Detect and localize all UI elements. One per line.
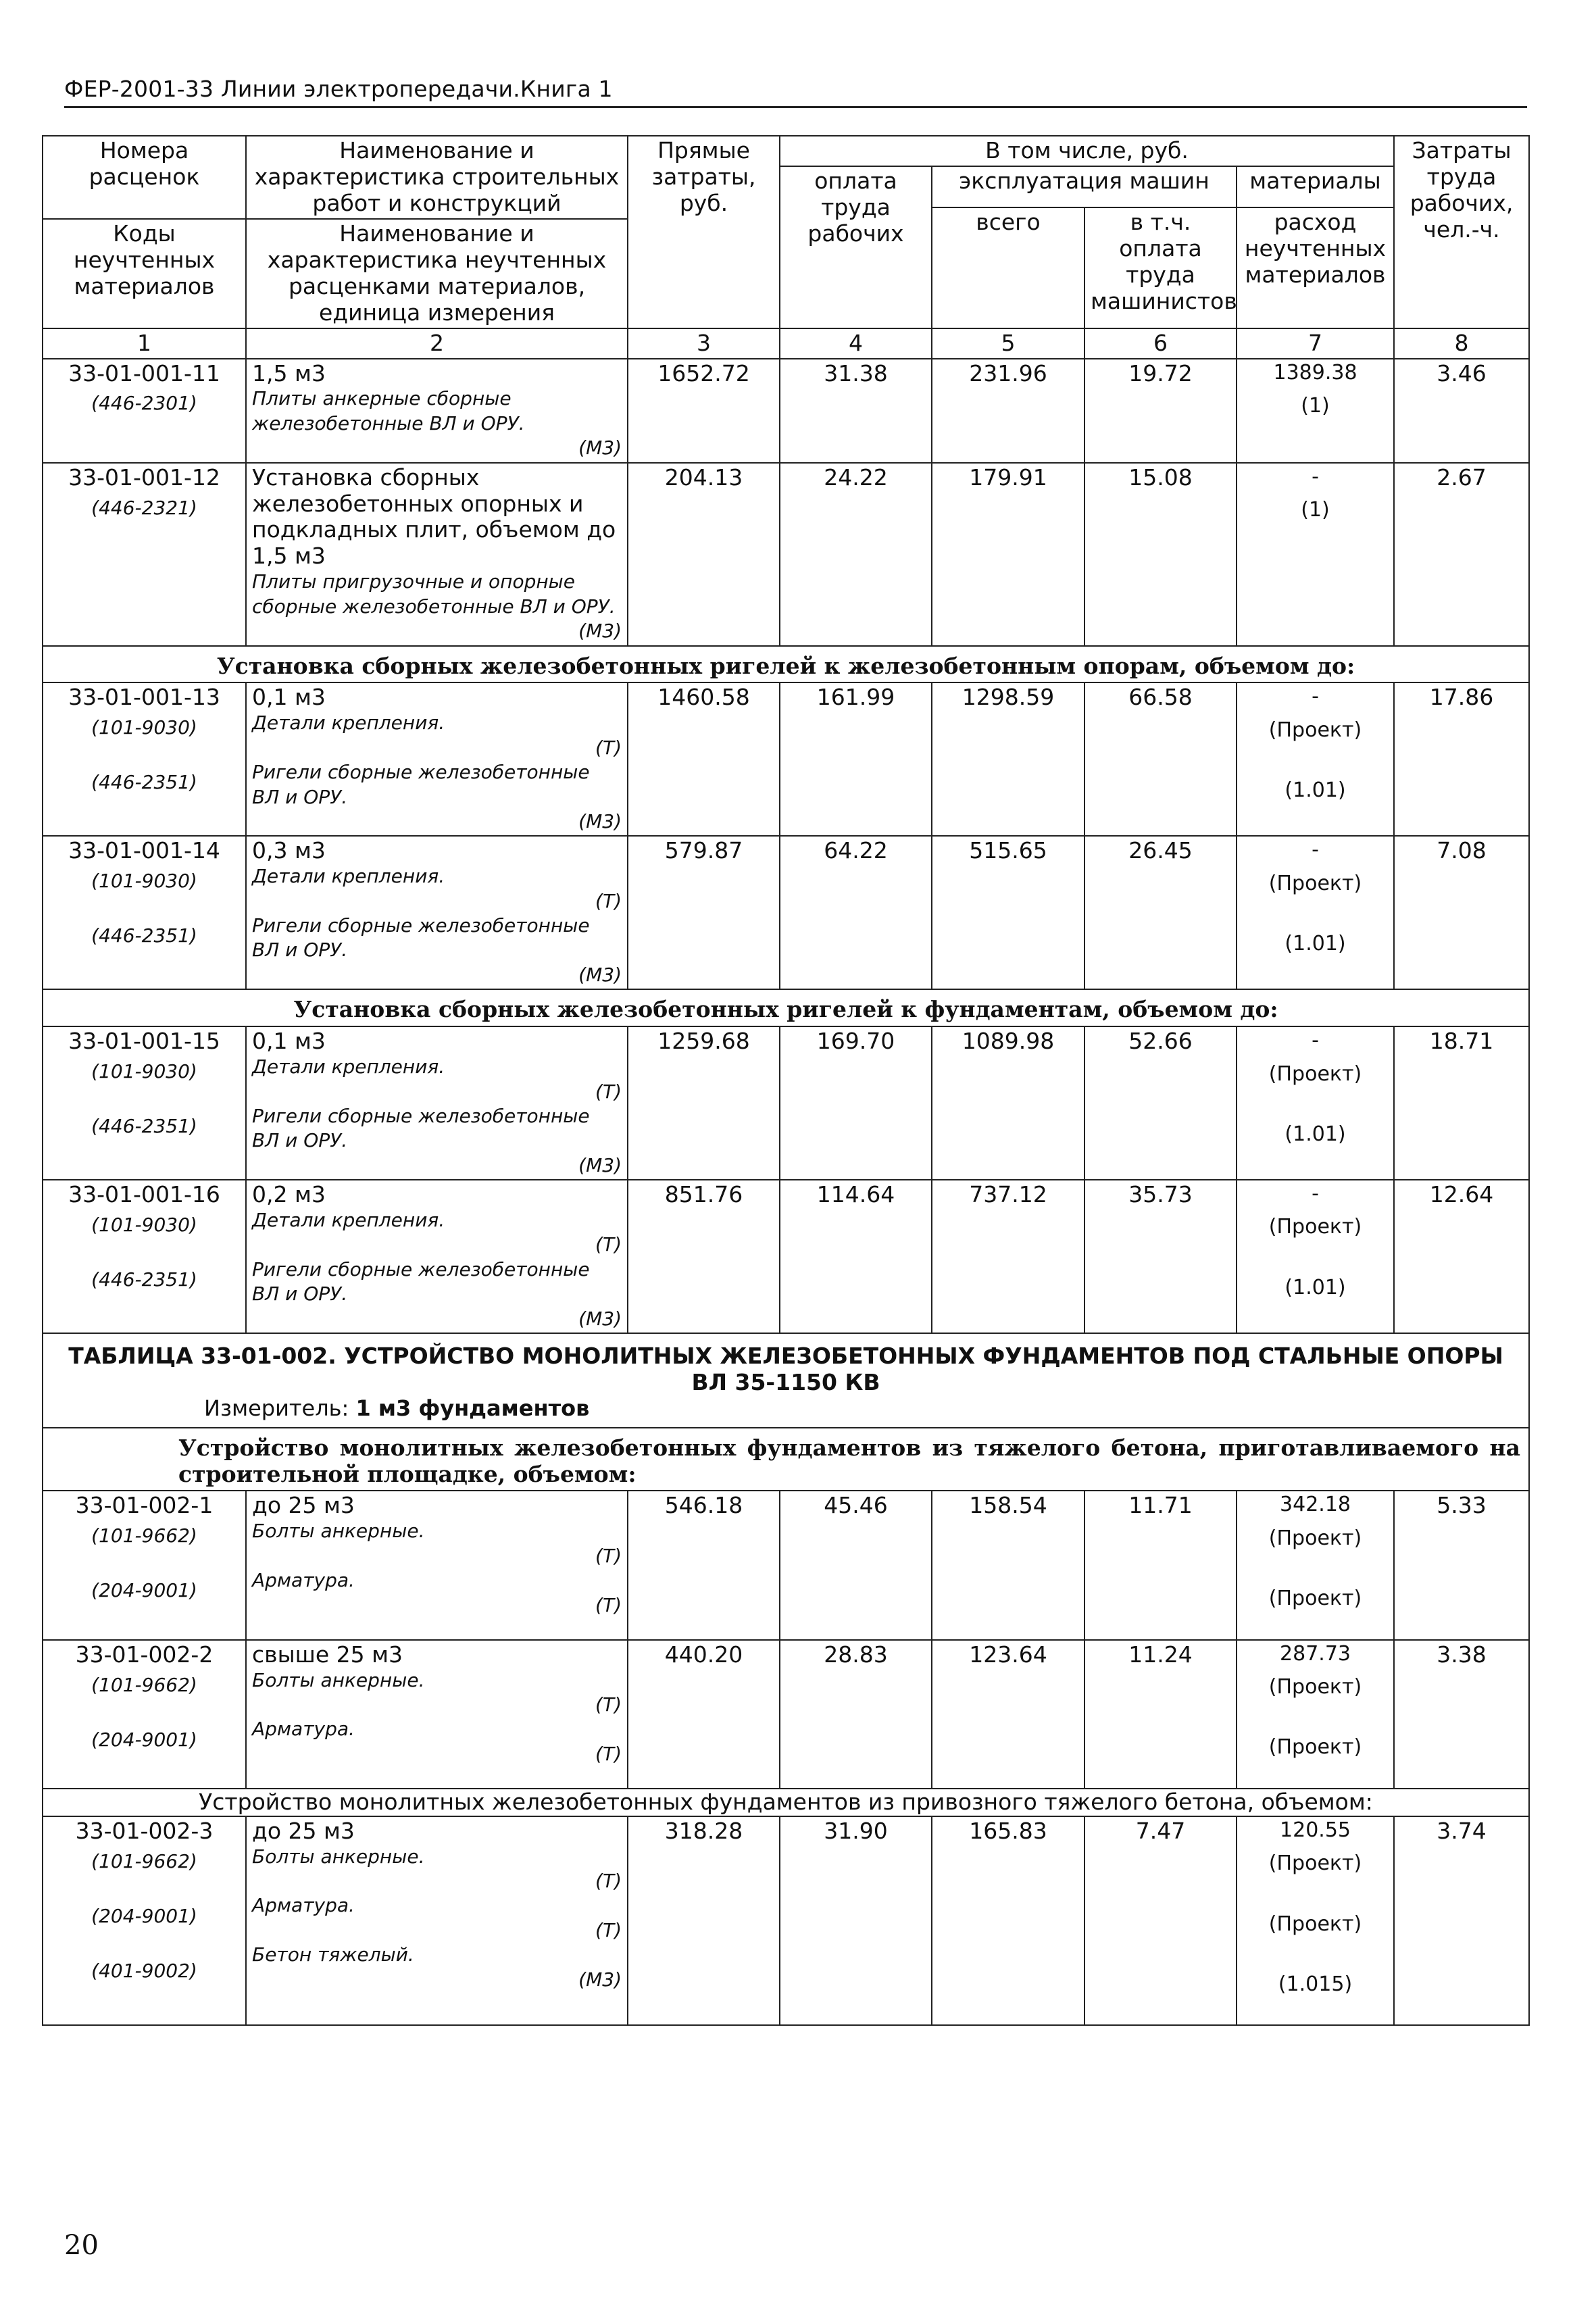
section-c [43, 989, 1529, 1026]
work-name: 0,1 м3 [252, 1028, 326, 1055]
name-cell [246, 1180, 628, 1333]
page-number: 20 [64, 2230, 99, 2261]
header-labor-hours: Затраты труда рабочих, чел.-ч. [1394, 136, 1529, 328]
rate-row [43, 1180, 1529, 1333]
material-code: (101-9030) [91, 716, 197, 739]
machine-cost: 165.83 [932, 1816, 1084, 2026]
material-qty: (Проект) [1268, 718, 1362, 742]
material-name: Болты анкерные. [252, 1520, 425, 1543]
material-name: Арматура. [252, 1569, 355, 1592]
labor-hours: 3.46 [1394, 359, 1529, 463]
material-code: (101-9030) [91, 1214, 197, 1237]
material-unit: (Т) [595, 1693, 622, 1716]
worker-pay: 31.90 [780, 1816, 932, 2026]
material-qty: (Проект) [1268, 1215, 1362, 1239]
header-machine-total: всего [932, 207, 1084, 328]
material-qty: (Проект) [1268, 1851, 1362, 1876]
rate-code: 33-01-001-11 [68, 359, 220, 387]
material-code: (446-2351) [91, 924, 197, 947]
work-name: свыше 25 м3 [252, 1641, 403, 1668]
rate-code: 33-01-002-3 [75, 1817, 214, 1844]
machine-cost: 737.12 [932, 1180, 1084, 1333]
material-name: Плиты анкерные сборные железобетонные ВЛ и ОРУ. [252, 387, 525, 434]
section-e [43, 1789, 1529, 1816]
codes-cell [43, 1026, 246, 1180]
material-name: Детали крепления. [252, 865, 445, 888]
worker-pay: 64.22 [780, 836, 932, 989]
header-machinist-pay: в т.ч. оплата труда машинистов [1084, 207, 1237, 328]
worker-pay: 28.83 [780, 1640, 932, 1789]
material-name: Детали крепления. [252, 712, 445, 735]
rate-row [43, 1816, 1529, 2026]
rate-row [43, 463, 1529, 646]
rate-row [43, 836, 1529, 989]
materials-cost: - [1312, 1028, 1319, 1053]
header-rate-numbers: Номера расценок [43, 136, 246, 219]
material-code: (101-9662) [91, 1849, 197, 1872]
measure-value: 1 м3 фундаментов [355, 1395, 590, 1421]
direct-cost: 318.28 [628, 1816, 780, 2026]
material-qty: (Проект) [1268, 1062, 1362, 1086]
work-name: 0,3 м3 [252, 837, 326, 864]
materials-cost: 342.18 [1280, 1493, 1351, 1517]
direct-cost: 851.76 [628, 1180, 780, 1333]
material-unit: (М3) [578, 620, 622, 643]
material-unit: (М3) [578, 1153, 622, 1176]
machine-cost: 179.91 [932, 463, 1084, 646]
machine-cost: 1089.98 [932, 1026, 1084, 1180]
materials-cell [1237, 359, 1394, 463]
section-heading: Устройство монолитных железобетонных фундаментов из привозного тяжелого бетона, объемом: [43, 1789, 1529, 1816]
column-number: 6 [1084, 328, 1237, 359]
material-code: (101-9662) [91, 1524, 197, 1547]
machine-cost: 515.65 [932, 836, 1084, 989]
machine-cost: 231.96 [932, 359, 1084, 463]
material-name: Ригели сборные железобетонные ВЛ и ОРУ. [252, 761, 590, 808]
worker-pay: 31.38 [780, 359, 932, 463]
machinist-pay: 11.71 [1084, 1491, 1237, 1639]
rate-row [43, 1491, 1529, 1639]
header-material-usage: расход неучтенных материалов [1237, 207, 1394, 328]
column-number: 4 [780, 328, 932, 359]
labor-hours: 7.08 [1394, 836, 1529, 989]
materials-cell [1237, 1026, 1394, 1180]
header-worker-pay: оплата труда рабочих [780, 166, 932, 328]
codes-cell [43, 463, 246, 646]
header-machine-group: эксплуатация машин [932, 166, 1237, 207]
rate-table-container [42, 135, 1528, 2026]
labor-hours: 18.71 [1394, 1026, 1529, 1180]
worker-pay: 24.22 [780, 463, 932, 646]
header-rule [64, 106, 1527, 108]
direct-cost: 1460.58 [628, 682, 780, 836]
rate-table [42, 135, 1530, 2026]
labor-hours: 2.67 [1394, 463, 1529, 646]
material-unit: (Т) [595, 889, 622, 912]
codes-cell [43, 1180, 246, 1333]
machinist-pay: 15.08 [1084, 463, 1237, 646]
rows-group-e [43, 1816, 1529, 2026]
name-cell [246, 682, 628, 836]
measure-line [49, 1396, 1523, 1426]
rate-code: 33-01-001-16 [68, 1181, 220, 1208]
rows-group-c [43, 1026, 1529, 1333]
column-number: 1 [43, 328, 246, 359]
worker-pay: 161.99 [780, 682, 932, 836]
section-heading: Устройство монолитных железобетонных фундаментов из тяжелого бетона, приготавливаемого на строительной площадке, объемом: [43, 1428, 1529, 1491]
material-qty: (1) [1301, 498, 1330, 522]
labor-hours: 5.33 [1394, 1491, 1529, 1639]
machine-cost: 123.64 [932, 1640, 1084, 1789]
material-qty: (Проект) [1268, 1675, 1362, 1699]
rows-group-b [43, 682, 1529, 989]
column-number: 7 [1237, 328, 1394, 359]
material-code: (101-9662) [91, 1673, 197, 1696]
work-name: 1,5 м3 [252, 359, 326, 387]
rows-group-d [43, 1491, 1529, 1788]
labor-hours: 12.64 [1394, 1180, 1529, 1333]
column-number: 3 [628, 328, 780, 359]
header-material-codes: Коды неучтенных материалов [43, 219, 246, 328]
name-cell [246, 836, 628, 989]
direct-cost: 579.87 [628, 836, 780, 989]
column-number: 5 [932, 328, 1084, 359]
materials-cell [1237, 1491, 1394, 1639]
rate-code: 33-01-001-12 [68, 464, 220, 491]
material-name: Болты анкерные. [252, 1845, 425, 1868]
codes-cell [43, 836, 246, 989]
rate-row [43, 1640, 1529, 1789]
material-qty: (1.01) [1285, 932, 1346, 956]
material-qty: (1.01) [1285, 1122, 1346, 1146]
materials-cost: - [1312, 464, 1319, 489]
material-code: (446-2321) [91, 496, 197, 519]
material-unit: (Т) [595, 1080, 622, 1103]
materials-cell [1237, 836, 1394, 989]
table-002-heading [43, 1333, 1529, 1491]
materials-cost: 287.73 [1280, 1641, 1351, 1666]
rate-code: 33-01-001-14 [68, 837, 220, 864]
labor-hours: 3.74 [1394, 1816, 1529, 2026]
machinist-pay: 35.73 [1084, 1180, 1237, 1333]
materials-cell [1237, 1180, 1394, 1333]
material-code: (446-2301) [91, 392, 197, 415]
materials-cost: - [1312, 684, 1319, 709]
table-title [43, 1333, 1529, 1428]
machinist-pay: 19.72 [1084, 359, 1237, 463]
header-materials-group: материалы [1237, 166, 1394, 207]
machinist-pay: 52.66 [1084, 1026, 1237, 1180]
rows-group-a [43, 359, 1529, 646]
materials-cost: - [1312, 1182, 1319, 1206]
direct-cost: 440.20 [628, 1640, 780, 1789]
material-unit: (Т) [595, 1870, 622, 1893]
material-qty: (1.015) [1278, 1972, 1353, 1996]
section-heading: Установка сборных железобетонных ригелей к фундаментам, объемом до: [43, 989, 1529, 1026]
material-code: (204-9001) [91, 1904, 197, 1927]
direct-cost: 546.18 [628, 1491, 780, 1639]
direct-cost: 1652.72 [628, 359, 780, 463]
work-name: до 25 м3 [252, 1492, 355, 1519]
materials-cell [1237, 1640, 1394, 1789]
material-unit: (М3) [578, 1968, 622, 1991]
name-cell [246, 1640, 628, 1789]
material-qty: (Проект) [1268, 1587, 1362, 1611]
material-unit: (Т) [595, 736, 622, 759]
codes-cell [43, 1640, 246, 1789]
material-qty: (Проект) [1268, 1912, 1362, 1936]
material-unit: (Т) [595, 1918, 622, 1941]
material-code: (446-2351) [91, 771, 197, 794]
material-qty: (Проект) [1268, 871, 1362, 895]
worker-pay: 169.70 [780, 1026, 932, 1180]
work-name: до 25 м3 [252, 1817, 355, 1844]
work-name: Установка сборных железобетонных опорных и подкладных плит, объемом до 1,5 м3 [252, 464, 616, 570]
rate-code: 33-01-001-15 [68, 1028, 220, 1055]
name-cell [246, 1491, 628, 1639]
machine-cost: 158.54 [932, 1491, 1084, 1639]
material-code: (204-9001) [91, 1728, 197, 1751]
materials-cost: 1389.38 [1273, 360, 1357, 384]
section-b [43, 646, 1529, 683]
worker-pay: 45.46 [780, 1491, 932, 1639]
material-unit: (Т) [595, 1544, 622, 1567]
machine-cost: 1298.59 [932, 682, 1084, 836]
section-heading: Установка сборных железобетонных ригелей к железобетонным опорам, объемом до: [43, 646, 1529, 683]
material-name: Детали крепления. [252, 1209, 445, 1232]
name-cell [246, 463, 628, 646]
materials-cell [1237, 463, 1394, 646]
material-code: (401-9002) [91, 1959, 197, 1982]
material-qty: (1.01) [1285, 778, 1346, 803]
material-unit: (Т) [595, 1593, 622, 1616]
codes-cell [43, 1816, 246, 2026]
material-qty: (1.01) [1285, 1275, 1346, 1299]
table-title-text: ТАБЛИЦА 33-01-002. УСТРОЙСТВО МОНОЛИТНЫХ ЖЕЛЕЗОБЕТОННЫХ ФУНДАМЕНТОВ ПОД СТАЛЬНЫЕ ОПОРЫ ВЛ 35-1150 КВ [68, 1342, 1503, 1395]
material-name: Ригели сборные железобетонные ВЛ и ОРУ. [252, 1104, 590, 1152]
measure-label: Измеритель: [204, 1395, 349, 1421]
rate-code: 33-01-001-13 [68, 684, 220, 711]
direct-cost: 1259.68 [628, 1026, 780, 1180]
codes-cell [43, 682, 246, 836]
header-direct-costs: Прямые затраты, руб. [628, 136, 780, 328]
machinist-pay: 7.47 [1084, 1816, 1237, 2026]
material-unit: (Т) [595, 1233, 622, 1256]
material-qty: (Проект) [1268, 1526, 1362, 1550]
material-unit: (Т) [595, 1742, 622, 1765]
name-cell [246, 1026, 628, 1180]
work-name: 0,1 м3 [252, 684, 326, 711]
name-cell [246, 1816, 628, 2026]
material-unit: (М3) [578, 1307, 622, 1330]
material-name: Ригели сборные железобетонные ВЛ и ОРУ. [252, 914, 590, 962]
column-number: 8 [1394, 328, 1529, 359]
header-including: В том числе, руб. [780, 136, 1394, 166]
codes-cell [43, 359, 246, 463]
material-qty: (Проект) [1268, 1735, 1362, 1760]
material-code: (446-2351) [91, 1268, 197, 1291]
table-header [43, 136, 1529, 359]
running-head: ФЕР-2001-33 Линии электропередачи.Книга 1 [64, 76, 613, 102]
material-name: Арматура. [252, 1718, 355, 1741]
material-code: (446-2351) [91, 1115, 197, 1138]
header-work-name: Наименование и характеристика строительных работ и конструкций [246, 136, 628, 219]
codes-cell [43, 1491, 246, 1639]
machinist-pay: 26.45 [1084, 836, 1237, 989]
material-qty: (1) [1301, 393, 1330, 418]
materials-cost: - [1312, 838, 1319, 862]
material-code: (101-9030) [91, 870, 197, 893]
worker-pay: 114.64 [780, 1180, 932, 1333]
material-name: Детали крепления. [252, 1055, 445, 1078]
material-unit: (М3) [578, 810, 622, 832]
machinist-pay: 66.58 [1084, 682, 1237, 836]
material-unit: (М3) [578, 437, 622, 459]
labor-hours: 17.86 [1394, 682, 1529, 836]
materials-cell [1237, 682, 1394, 836]
material-name: Плиты пригрузочные и опорные сборные железобетонные ВЛ и ОРУ. [252, 570, 616, 618]
rate-row [43, 1026, 1529, 1180]
column-number: 2 [246, 328, 628, 359]
material-unit: (М3) [578, 963, 622, 986]
direct-cost: 204.13 [628, 463, 780, 646]
rate-row [43, 359, 1529, 463]
machinist-pay: 11.24 [1084, 1640, 1237, 1789]
rate-code: 33-01-002-2 [75, 1641, 214, 1668]
rate-code: 33-01-002-1 [75, 1492, 214, 1519]
column-number-row [43, 328, 1529, 359]
material-code: (101-9030) [91, 1060, 197, 1083]
materials-cell [1237, 1816, 1394, 2026]
work-name: 0,2 м3 [252, 1181, 326, 1208]
material-name: Бетон тяжелый. [252, 1943, 414, 1966]
rate-row [43, 682, 1529, 836]
material-name: Арматура. [252, 1894, 355, 1917]
material-name: Болты анкерные. [252, 1668, 425, 1691]
header-material-names: Наименование и характеристика неучтенных расценками материалов, единица измерения [246, 219, 628, 328]
name-cell [246, 359, 628, 463]
materials-cost: 120.55 [1280, 1818, 1351, 1842]
material-name: Ригели сборные железобетонные ВЛ и ОРУ. [252, 1258, 590, 1305]
material-code: (204-9001) [91, 1579, 197, 1602]
labor-hours: 3.38 [1394, 1640, 1529, 1789]
